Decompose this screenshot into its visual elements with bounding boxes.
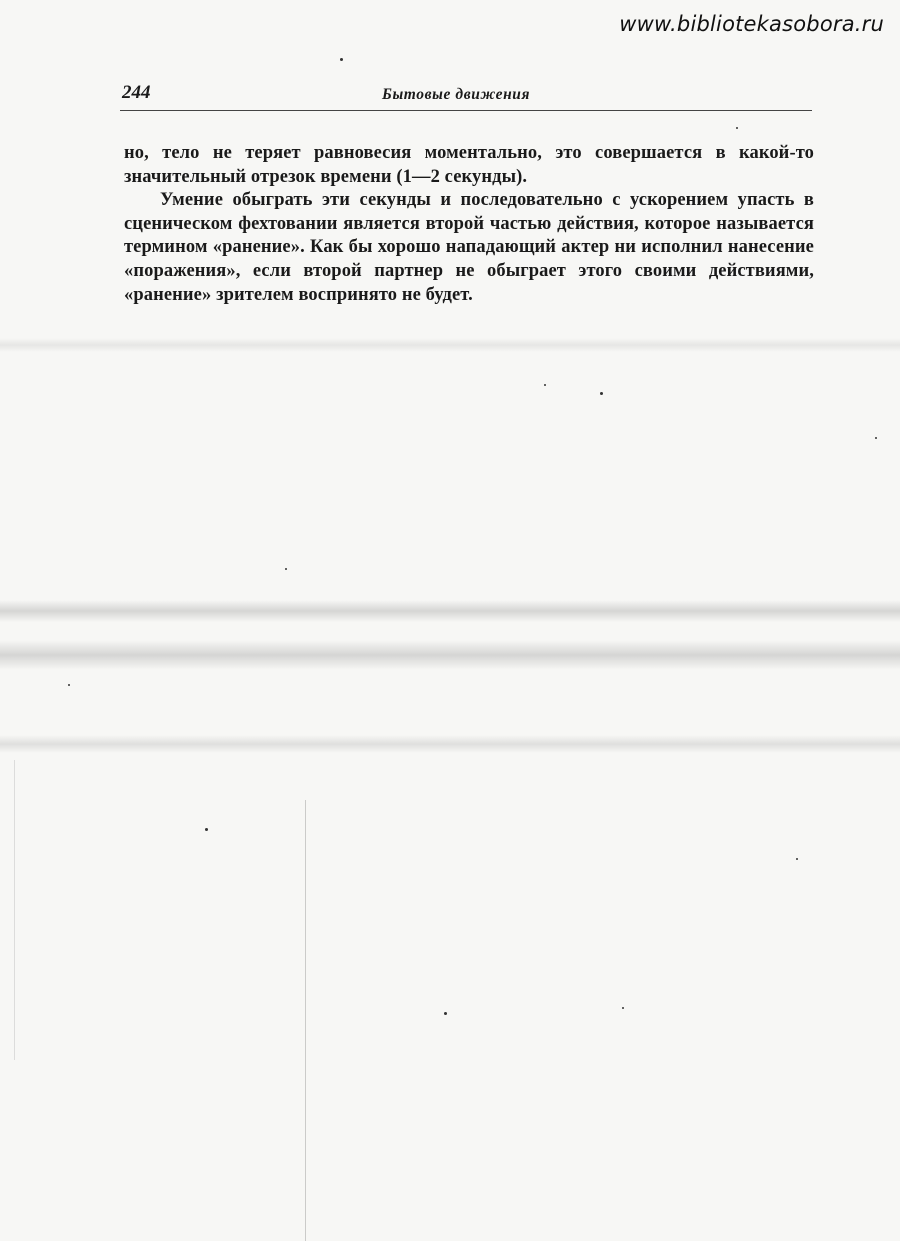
body-text	[124, 142, 814, 307]
scan-artifact-band	[0, 735, 900, 753]
scan-speck	[285, 568, 287, 570]
scan-artifact-band	[0, 338, 900, 352]
scan-artifact-band	[0, 640, 900, 670]
running-header	[120, 80, 812, 111]
scan-speck	[444, 1012, 447, 1015]
scan-speck	[68, 684, 70, 686]
scan-speck	[340, 58, 343, 61]
scan-speck	[205, 828, 208, 831]
scan-speck	[622, 1007, 624, 1009]
scan-speck	[736, 127, 738, 129]
scan-speck	[796, 858, 798, 860]
scan-artifact-line	[14, 760, 15, 1060]
section-title: Бытовые движения	[382, 86, 531, 103]
paragraph: но, тело не теряет равновесия моментально, это совершается в какой-то значительный отрезок времени (1—2 секунды).	[124, 143, 814, 187]
watermark-url: www.bibliotekasobora.ru	[619, 12, 884, 36]
scan-speck	[544, 384, 546, 386]
scan-speck	[600, 392, 603, 395]
paragraph: Умение обыграть эти секунды и последовательно с ускорением упасть в сценическом фехтовании является второй частью действия, которое называется термином «ранение». Как бы хорошо нападающий актер ни исполнил нанесение «поражения», если второй партнер не обыграет этого своими действиями, «ранение» зрителем воспринято не будет.	[124, 190, 814, 305]
scan-artifact-band	[0, 600, 900, 622]
scan-artifact-line	[305, 800, 306, 1241]
scan-speck	[875, 437, 877, 439]
page-number: 244	[122, 82, 151, 103]
